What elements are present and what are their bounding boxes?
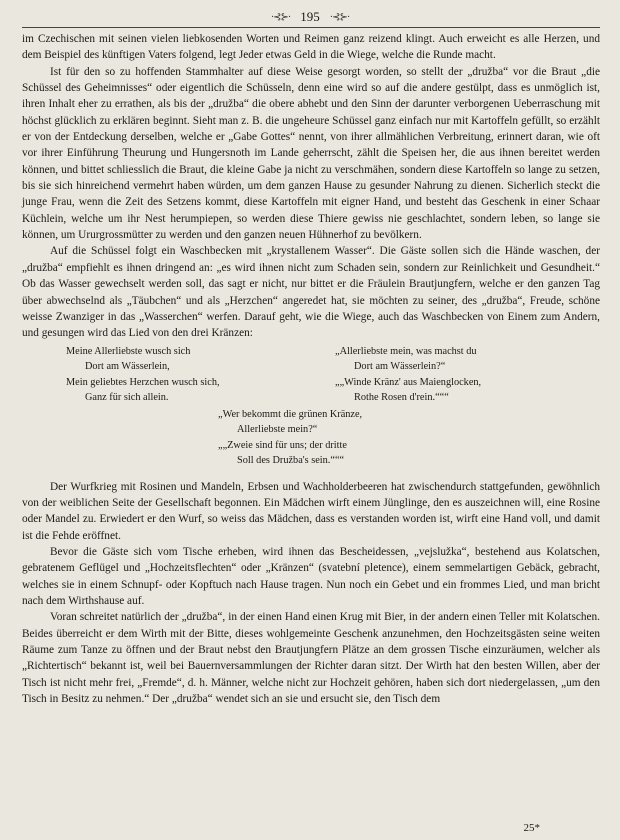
poem-line: Meine Allerliebste wusch sich xyxy=(66,345,191,357)
ornament-right: ·⊰⊱· xyxy=(329,11,350,23)
paragraph-6: Voran schreitet natürlich der „družba“, in der einen Hand einen Krug mit Bier, in der andern einen Teller mit Kolatschen. Beides überreicht er dem Wirth mit der Bitte, dieses wohlgemeinte Geschenk anzunehmen, den Hochzeitsgästen seine weiten Räume zum Tanze zu öffnen und der Braut nebst den Brautjungfern Plätze an dem grossen Tische einzuräumen, welcher als „Richtertisch“ bekannt ist, weil bei Bauernversammlungen der Richter daran sitzt. Der Wirth hat den besten Willen, aber der Tisch ist nicht mehr frei, „Fremde“, d. h. Männer, welche nicht zur Hochzeit gehören, haben sich dort niedergelassen, „um den Tisch in Besitz zu nehmen.“ Der „družba“ wendet sich an sie und ersucht sie, den Tisch dem xyxy=(22,611,600,705)
paragraph-5: Bevor die Gäste sich vom Tische erheben, wird ihnen das Bescheidessen, „vejslužka“, bestehend aus Kolatschen, gebratenem Geflügel und „Hochzeitsflechten“ oder „Kränzen“ (svatební pletence), einem semmelartigen Gebäck, gebracht, welches sie in einem Schnupf- oder Kopftuch nach Hause tragen. Nun noch ein Gebet und ein frommes Lied, und man bricht nach dem Wirthshause auf. xyxy=(22,545,600,607)
paragraph-3: Auf die Schüssel folgt ein Waschbecken mit „krystallenem Wasser“. Die Gäste sollen sich die Hände waschen, der „družba“ empfiehlt es ihnen dringend an: „es wird ihnen nicht zum Schaden sein, sondern zur Reinlichkeit und Gesundheit.“ Ob das Wasser gewechselt werden soll, das sagt er nicht, nur bittet er die Fräulein Brautjungfern, welche er den ganzen Tag über abwechselnd als „Täubchen“ und als „Herzchen“ angeredet hat, sie möchten zu seiner, des „družba“, Freude, schöne weisse Zwanziger in das „Wasserchen“ werfen. Darauf geht, wie die Wiege, auch das Waschbecken von Einem zum Andern, und gesungen wird das Lied von den drei Kränzen: xyxy=(22,245,600,340)
poem-line: Ganz für sich allein. xyxy=(85,392,169,404)
poem-stanza-3 xyxy=(218,407,362,469)
poem-stanza-2 xyxy=(335,344,481,406)
poem-line: „„Zweie sind für uns; der dritte xyxy=(218,439,347,451)
poem-line: „Allerliebste mein, was machst du xyxy=(335,345,477,357)
body-text xyxy=(22,31,600,707)
poem-line: Dort am Wässerlein?“ xyxy=(354,361,446,373)
header-rule xyxy=(22,27,600,28)
poem-line: Rothe Rosen d'rein.“““ xyxy=(354,392,449,404)
poem-line: Soll des Družba's sein.“““ xyxy=(237,455,345,467)
paragraph-4: Der Wurfkrieg mit Rosinen und Mandeln, Erbsen und Wachholderbeeren hat zwischendurch stattgefunden, gewöhnlich von der weiblichen Seite der Gesellschaft begonnen. Ein Mädchen wirft einem Jünglinge, den es auszeichnen will, eine Rosine oder Mandel zu. Erwiedert er den Wurf, so weiss das Mädchen, dass es verstanden worden ist, wirft eine Hand voll, und damit ist die Fehde eröffnet. xyxy=(22,480,600,542)
signature-mark: 25* xyxy=(523,822,540,834)
ornament-left: ·⊰⊱· xyxy=(270,11,291,23)
poem-line: „„Winde Kränz' aus Maienglocken, xyxy=(335,376,482,388)
poem xyxy=(22,344,600,476)
page-number: 195 xyxy=(300,9,320,24)
poem-line: „Wer bekommt die grünen Kränze, xyxy=(218,408,363,420)
poem-line: Mein geliebtes Herzchen wusch sich, xyxy=(66,376,220,388)
page-header xyxy=(0,9,620,25)
poem-line: Allerliebste mein?“ xyxy=(237,424,318,436)
paragraph-2: Ist für den so zu hoffenden Stammhalter auf diese Weise gesorgt worden, so stellt der „družba“ vor die Braut „die Schüssel des Geheimnisses“ oder eigentlich die Schüsseln, denn eine wird so auf die andere gestülpt, dass es unmöglich ist, ihren Inhalt eher zu errathen, als bis der „družba“ die obere abhebt und den Sinn der darunter verborgenen Ueberraschung mit höchst glücklich zu erklären beginnt. Sieht man z. B. die ungeheure Schüssel ganz einfach nur mit Kartoffeln gefüllt, so erzählt er von der Entdeckung derselben, welche er „Gabe Gottes“ nennt, von ihrer allmählichen Verbreitung, erinnert daran, wie oft vor ihrer Einführung Theurung und Hungersnoth im Lande geherrscht, zählt die Speisen her, die aus ihnen bereitet werden können, und bittet schliesslich die Braut, die kleine Gabe ja nicht zu verschmähen, sondern diese Kartoffeln so lange zu setzen, bis sie sich hinreichend vermehrt haben würden, um dem ganzen Hause zu gesunder Nahrung zu dienen. Sicherlich steckt die junge Frau, wenn die Zeit des Setzens kommt, diese Kartoffeln mit eigner Hand, und besteht das Geschenk in einer Schaar Küchlein, welche um ihr Nest herumpiepen, so werden diese Thiere gewiss nie geschlachtet, sondern leben, so lange sie können, um Ururgrossmütter zu werden und den ganzen neuen Hühnerhof zu bevölkern. xyxy=(22,65,600,242)
paragraph-1: im Czechischen mit seinen vielen liebkosenden Worten und Reimen ganz reizend klingt. Auch erweicht es alle Herzen, und dem Beispiel des künftigen Vaters folgend, legt Jeder etwas Geld in die Wiege, welche die Runde macht. xyxy=(22,33,600,62)
poem-line: Dort am Wässerlein, xyxy=(85,361,170,373)
poem-stanza-1 xyxy=(66,344,220,406)
